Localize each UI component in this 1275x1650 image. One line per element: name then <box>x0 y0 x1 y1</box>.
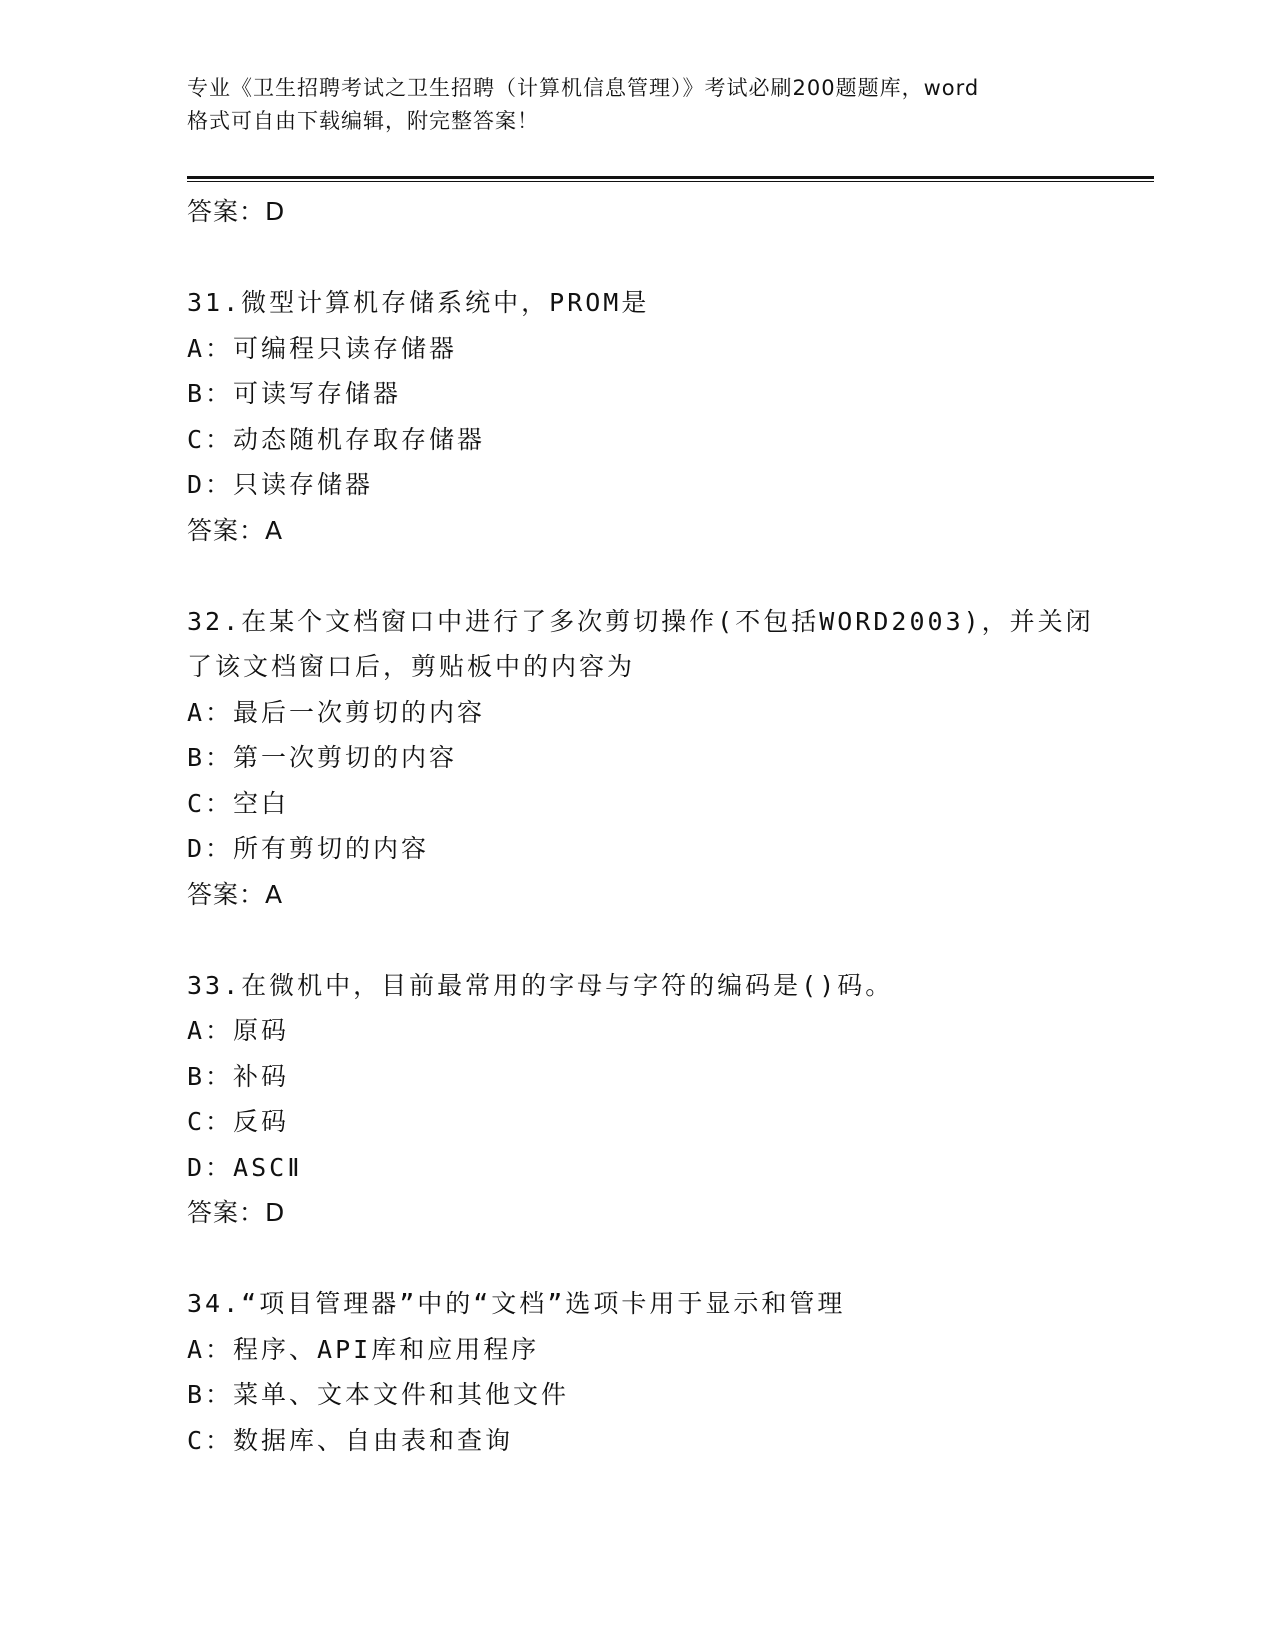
question-text-line-2: 了该文档窗口后，剪贴板中的内容为 <box>187 652 636 681</box>
document-header <box>187 72 1087 138</box>
option-c: C：空白 <box>187 788 290 818</box>
option-c: C：数据库、自由表和查询 <box>187 1425 514 1455</box>
question-32 <box>187 599 1137 918</box>
option-a: A：最后一次剪切的内容 <box>187 697 486 727</box>
option-b: B：可读写存储器 <box>187 379 402 408</box>
option-b: B：补码 <box>187 1061 290 1091</box>
question-34 <box>187 1281 1137 1463</box>
option-a: A：可编程只读存储器 <box>187 333 458 363</box>
option-d: D：只读存储器 <box>187 470 374 499</box>
option-a: A：原码 <box>187 1016 290 1045</box>
option-d: D：所有剪切的内容 <box>187 834 430 863</box>
question-text: 31.微型计算机存储系统中，PROM是 <box>187 288 650 317</box>
option-a: A：程序、API库和应用程序 <box>187 1334 540 1364</box>
spacer <box>187 553 1137 599</box>
spacer <box>187 235 1137 281</box>
option-d: D：ASCⅡ <box>187 1152 303 1182</box>
answer: 答案：D <box>187 1198 286 1227</box>
question-text-line-1: 32.在某个文档窗口中进行了多次剪切操作(不包括WORD2003)，并关闭 <box>187 606 1094 636</box>
header-rule-thin <box>187 181 1154 182</box>
question-33 <box>187 963 1137 1236</box>
header-line-2: 格式可自由下载编辑，附完整答案！ <box>187 109 539 133</box>
question-text: 33.在微机中，目前最常用的字母与字符的编码是()码。 <box>187 970 894 1000</box>
answer: 答案：A <box>187 879 284 909</box>
header-line-1: 专业《卫生招聘考试之卫生招聘（计算机信息管理）》考试必刷200题题库，word <box>187 76 980 100</box>
spacer <box>187 917 1137 963</box>
option-c: C：动态随机存取存储器 <box>187 424 486 454</box>
previous-answer: 答案：D <box>187 197 286 226</box>
question-text: 34.“项目管理器”中的“文档”选项卡用于显示和管理 <box>187 1289 846 1318</box>
header-rule-thick <box>187 176 1154 179</box>
option-b: B：第一次剪切的内容 <box>187 743 458 772</box>
spacer <box>187 1236 1137 1282</box>
option-b: B：菜单、文本文件和其他文件 <box>187 1380 570 1409</box>
question-31 <box>187 280 1137 553</box>
answer: 答案：A <box>187 515 284 545</box>
option-c: C：反码 <box>187 1107 290 1136</box>
question-list <box>187 189 1137 1463</box>
